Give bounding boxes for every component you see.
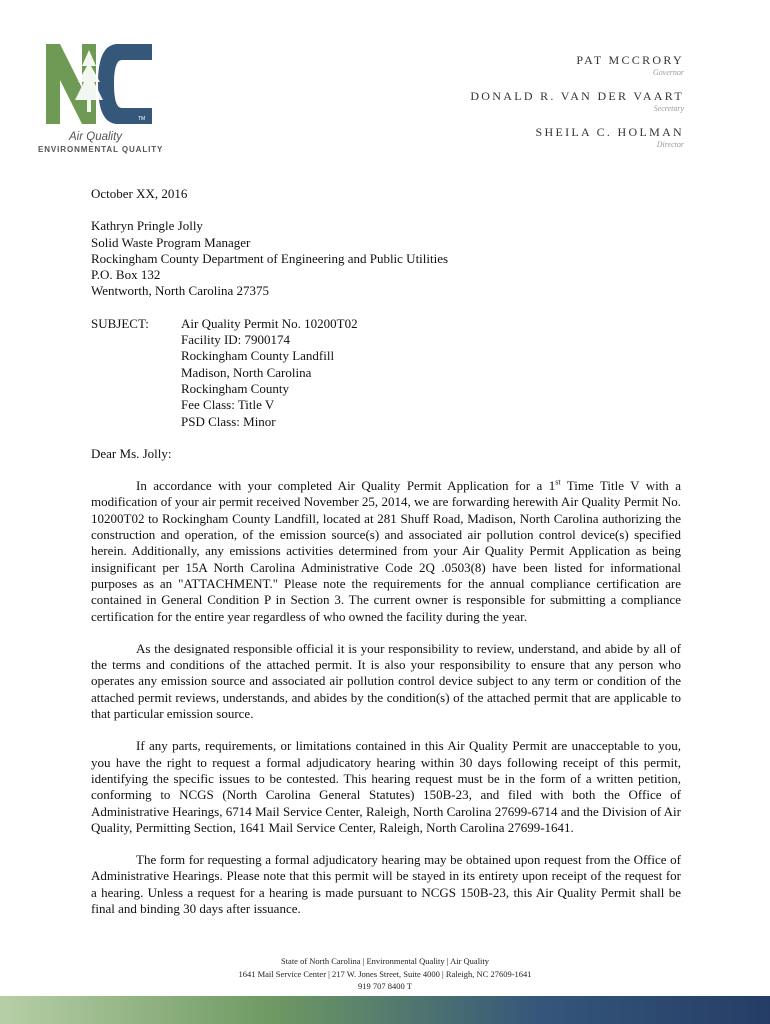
official-title: Director [656,140,684,149]
officials-block [470,53,684,161]
address-line: Kathryn Pringle Jolly [91,218,203,234]
official-title: Governor [652,68,684,77]
subject-line: Facility ID: 7900174 [181,332,291,348]
footer-color-bar [0,996,770,1024]
trademark-symbol: TM [138,116,146,122]
paragraph-responsibility [91,641,681,722]
official-governor [470,53,684,78]
address-line: Wentworth, North Carolina 27375 [91,283,270,299]
letterhead-footer [0,955,770,993]
paragraph-text: If any parts, requirements, or limitations contained in this Air Quality Permit are unacceptable to you, you have the right to request a formal adjudicatory hearing within 30 days following receipt of this permit, identifying the specific issues to be contested. This hearing request must be in the form of a written petition, conforming to NCGS (North Carolina General Statutes) 150B-23, and filed with both the Office of Administrative Hearings, 6714 Mail Service Center, Raleigh, North Carolina 27699-6714 and the Division of Air Quality, Permitting Section, 1641 Mail Service Center, Raleigh, North Carolina 27699-1641. [91,738,681,835]
subject-line: Air Quality Permit No. 10200T02 [181,315,358,331]
official-name: SHEILA C. HOLMAN [535,125,684,139]
footer-line: 1641 Mail Service Center | 217 W. Jones Street, Suite 4000 | Raleigh, NC 27609-1641 [238,968,532,979]
official-title: Secretary [653,104,684,113]
logo-department: ENVIRONMENTAL QUALITY [38,145,164,154]
subject-label: SUBJECT: [91,315,149,331]
paragraph-text: Time Title V with a modification of your air permit received November 25, 2014, we are forwarding herewith Air Quality Permit No. 10200T02 to Rockingham County Landfill, located at 281 Shuff Road, Madison, North Carolina authorizing the construction and operation, of the emission source(s) and associated air pollution control device(s) specified herein. Additionally, any emissions activities determined from your Air Quality Permit Application as being insignificant per 15A North Carolina Administrative Code 2Q .0503(8) have been listed for informational purposes as an "ATTACHMENT." Please note the requirements for the annual compliance certification are contained in General Condition P in Section 3. The current owner is responsible for submitting a compliance certification for the entire year regardless of who owned the facility during the year. [91,478,681,624]
official-name: DONALD R. VAN DER VAART [470,89,684,103]
letter-body [91,186,681,933]
footer-line: 919 707 8400 T [358,981,412,991]
paragraph-hearing-form [91,852,681,917]
ordinal-suffix: st [555,477,561,487]
official-secretary [470,89,684,114]
letter-date: October XX, 2016 [91,186,188,201]
paragraph-text: In accordance with your completed Air Quality Permit Application for a 1 [136,478,556,494]
address-line: P.O. Box 132 [91,267,161,283]
paragraph-hearing-rights [91,738,681,836]
recipient-address [91,218,681,299]
subject-line: Rockingham County [181,380,289,396]
official-name: PAT MCCRORY [576,53,684,67]
nc-deq-logo [38,44,164,156]
official-director [470,125,684,150]
subject-line: Fee Class: Title V [181,397,275,413]
subject-line: Rockingham County Landfill [181,348,335,364]
paragraph-text: As the designated responsible official it is your responsibility to review, understand, and abide by all of the terms and conditions of the attached permit. It is also your responsibility to ensure that any person who operates any emission source and associated air pollution control device subject to any term or condition of the attached permit reviews, understands, and abides by the condition(s) of the attached permit that are applicable to that particular emission source. [91,640,681,722]
subject-line: Madison, North Carolina [181,364,312,380]
paragraph-permit-forwarding [91,478,681,625]
address-line: Solid Waste Program Manager [91,234,251,250]
logo-tagline: Air Quality [69,131,123,143]
subject-line: PSD Class: Minor [181,413,276,429]
subject-block [91,316,681,430]
nc-letters-logo-mark [42,44,152,124]
subject-lines [181,316,358,430]
address-line: Rockingham County Department of Engineering and Public Utilities [91,250,449,266]
paragraph-text: The form for requesting a formal adjudicatory hearing may be obtained upon request from the Office of Administrative Hearings. Please note that this permit will be stayed in its entirety upon receipt of the request for a hearing. Unless a request for a hearing is made pursuant to NCGS 150B-23, this Air Quality Permit shall be final and binding 30 days after issuance. [91,852,681,916]
salutation: Dear Ms. Jolly: [91,445,172,461]
footer-line: State of North Carolina | Environmental Quality | Air Quality [280,956,490,966]
